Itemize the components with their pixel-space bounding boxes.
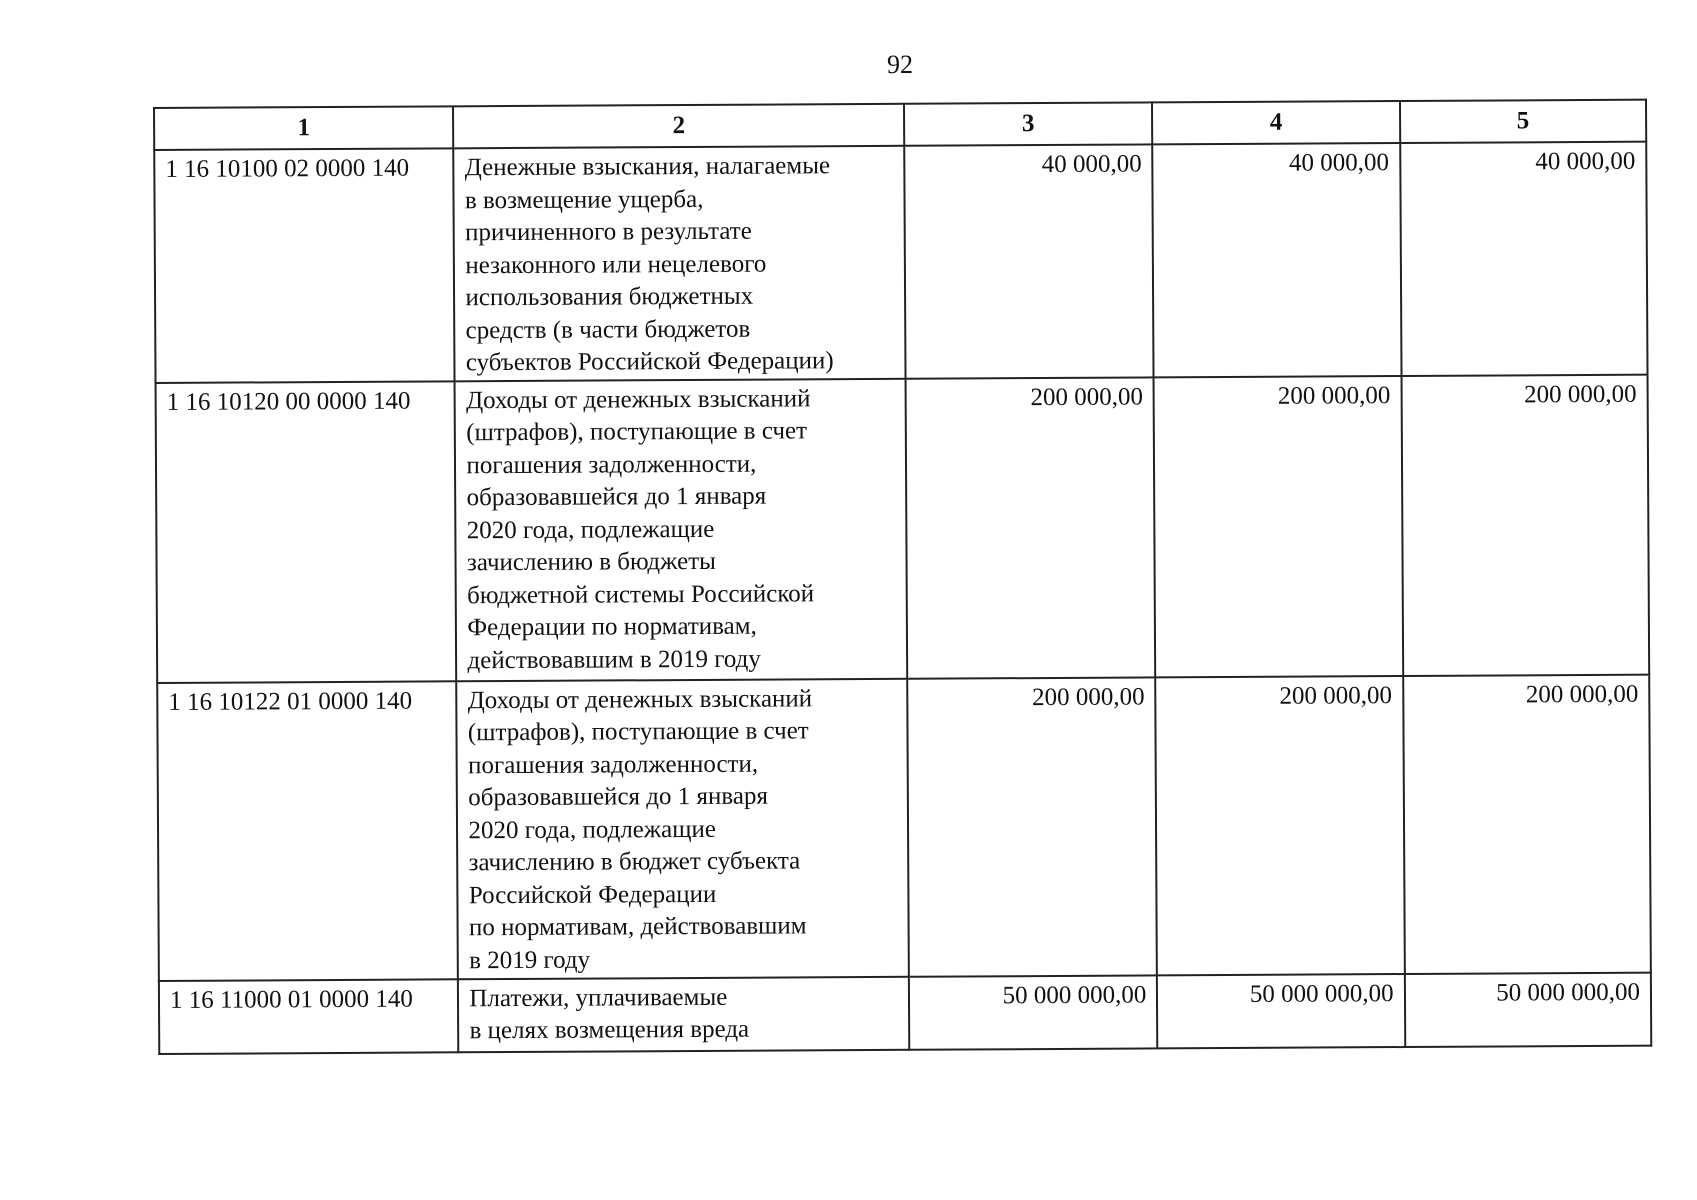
description-line: образовавшейся до 1 января [466,482,767,512]
description-cell [454,146,906,381]
amount-cell-col5: 40 000,00 [1400,142,1648,376]
amount-cell-col5: 200 000,00 [1401,374,1649,675]
page-number: 92 [887,50,913,79]
description-line: 2020 года, подлежащие [468,815,717,844]
amount-cell-col4: 40 000,00 [1153,143,1402,377]
description-line: образовавшейся до 1 января [468,782,768,812]
amount-cell-col3: 40 000,00 [904,144,1154,378]
description-line: действовавшим в 2019 году [467,645,761,674]
amount-cell-col4: 200 000,00 [1154,376,1403,677]
budget-code-cell: 1 16 10100 02 0000 140 [154,148,455,382]
description-line: Доходы от денежных взысканий [465,384,811,414]
amount-cell-col3: 200 000,00 [907,677,1157,976]
amount-cell-col4: 50 000 000,00 [1157,974,1405,1048]
description-cell [458,976,909,1052]
amount-cell-col5: 50 000 000,00 [1404,972,1651,1046]
description-line: бюджетной системы Российской [467,579,815,609]
budget-code-cell: 1 16 10122 01 0000 140 [157,681,458,981]
description-cell [455,378,907,681]
amount-cell-col5: 200 000,00 [1403,674,1651,973]
description-line: зачислению в бюджет субъекта [468,847,801,877]
budget-table [153,99,1652,1055]
description-line: (штрафов), поступающие в счет [467,717,809,747]
description-line: Доходы от денежных взысканий [467,684,813,714]
column-header-1: 1 [154,106,454,150]
description-line: субъектов Российской Федерации) [465,347,834,377]
amount-cell-col3: 50 000 000,00 [909,975,1158,1049]
description-line: 2020 года, подлежащие [466,515,715,544]
column-header-3: 3 [904,102,1153,145]
description-line: в целях возмещения вреда [469,1015,750,1045]
description-line: Федерации по нормативам, [467,612,757,642]
table-row [156,374,1650,682]
description-line: (штрафов), поступающие в счет [466,417,808,447]
description-line: погашения задолженности, [467,750,759,779]
description-line: Денежные взыскания, налагаемые [464,152,831,182]
table-row [159,972,1651,1053]
description-line: использования бюджетных [465,282,754,312]
description-cell [457,678,909,979]
column-header-2: 2 [453,104,904,149]
table-container [153,99,1652,1055]
description-line: погашения задолженности, [466,450,757,479]
table-row [154,142,1647,383]
column-header-4: 4 [1152,101,1400,144]
description-line: Российской Федерации [468,880,717,909]
description-line: незаконного или нецелевого [465,250,767,279]
table-row [157,674,1651,980]
amount-cell-col4: 200 000,00 [1156,676,1405,975]
column-header-5: 5 [1400,100,1647,143]
description-line: по нормативам, действовавшим [468,912,807,942]
description-line: причиненного в результате [465,217,752,247]
amount-cell-col3: 200 000,00 [906,377,1156,678]
description-line: Платежи, уплачиваемые [469,983,728,1012]
description-line: в 2019 году [469,946,591,974]
description-line: зачислению в бюджеты [466,547,716,577]
budget-code-cell: 1 16 10120 00 0000 140 [156,381,457,683]
description-line: в возмещение ущерба, [464,185,704,214]
description-line: средств (в части бюджетов [465,315,751,344]
budget-code-cell: 1 16 11000 01 0000 140 [159,979,459,1054]
